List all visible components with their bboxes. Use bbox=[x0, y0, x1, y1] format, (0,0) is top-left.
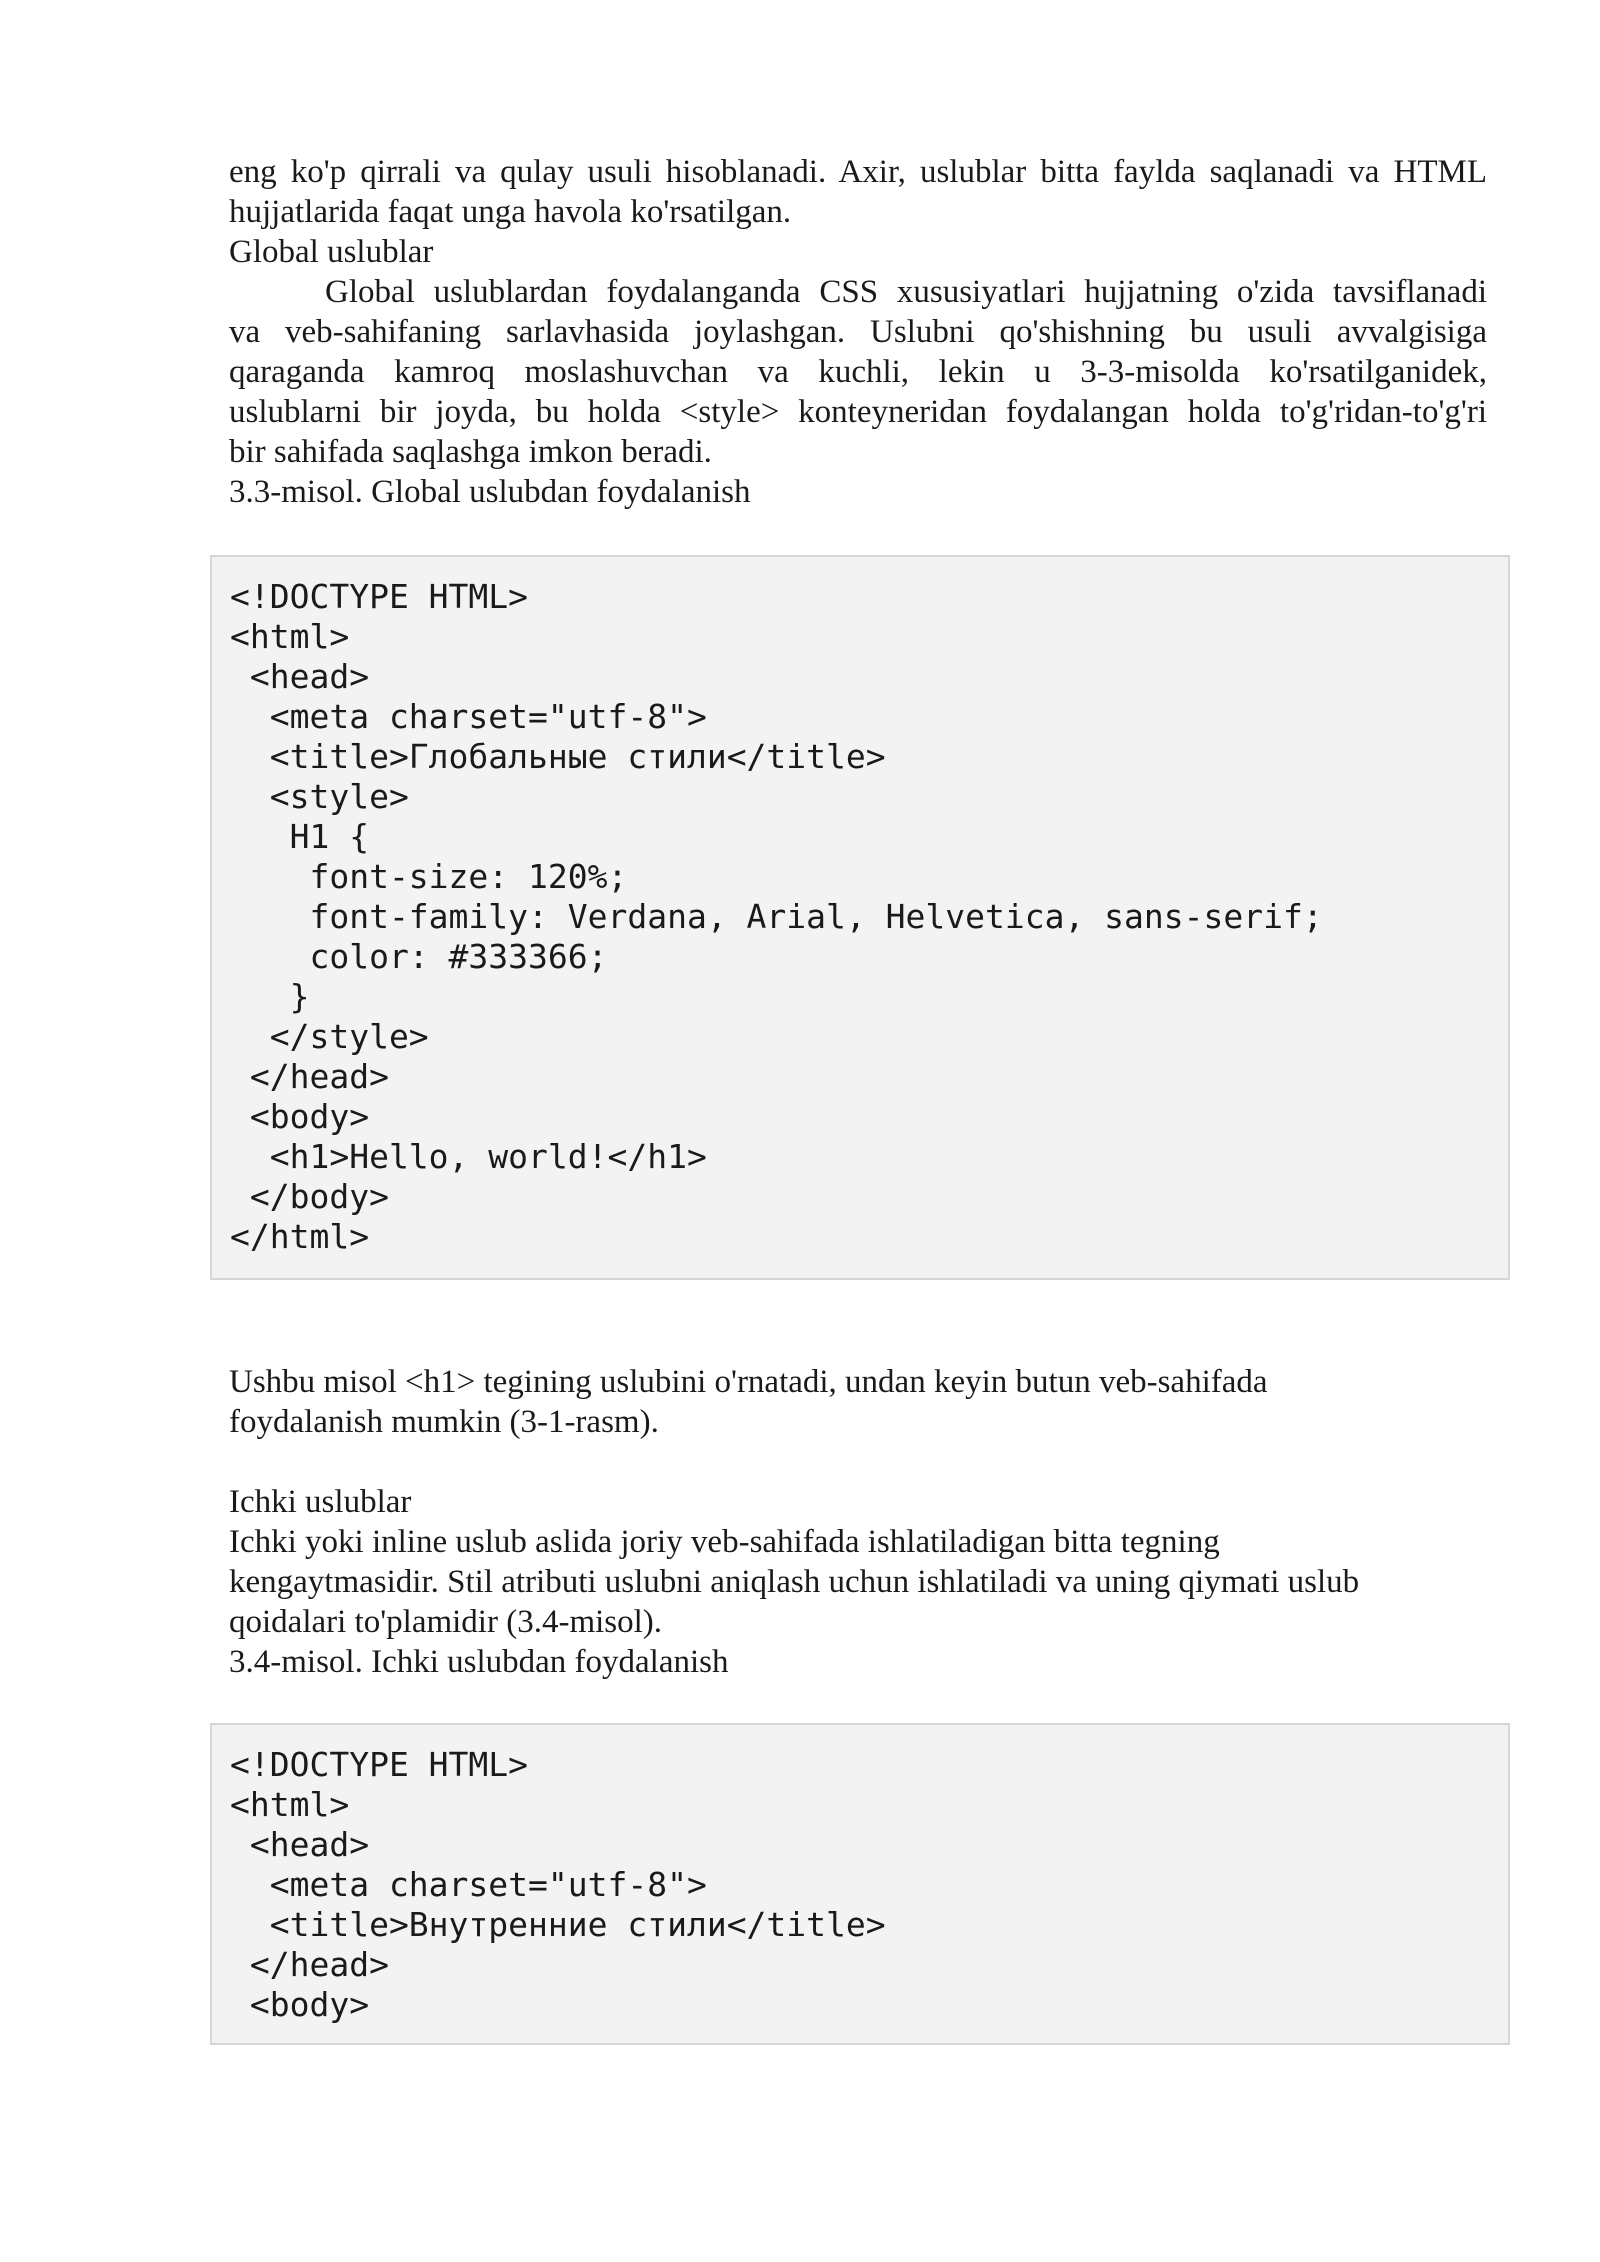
code-line: H1 { bbox=[230, 817, 370, 856]
code-line: </head> bbox=[230, 1057, 389, 1096]
code-line: </html> bbox=[230, 1217, 370, 1256]
code-line: <head> bbox=[230, 657, 370, 696]
paragraph-line: uslublarni bir joyda, bu holda <style> konteyneridan foydalangan holda to'g'ridan-to'g'ri bbox=[229, 394, 1487, 430]
paragraph-line: foydalanish mumkin (3-1-rasm). bbox=[229, 1404, 659, 1440]
code-line: <!DOCTYPE HTML> bbox=[230, 1745, 529, 1784]
paragraph-line: Global uslublardan foydalanganda CSS xususiyatlari hujjatning o'zida tavsiflanadi bbox=[325, 274, 1487, 310]
paragraph-line: qaraganda kamroq moslashuvchan va kuchli, lekin u 3-3-misolda ko'rsatilganidek, bbox=[229, 354, 1487, 390]
code-line: <h1>Hello, world!</h1> bbox=[230, 1137, 707, 1176]
example-caption-3-4: 3.4-misol. Ichki uslubdan foydalanish bbox=[229, 1644, 729, 1680]
code-line: </head> bbox=[230, 1945, 389, 1984]
section-heading-inline-styles: Ichki uslublar bbox=[229, 1484, 412, 1520]
paragraph-line: bir sahifada saqlashga imkon beradi. bbox=[229, 434, 712, 470]
code-block-example-3-3 bbox=[210, 555, 1510, 1280]
paragraph-line: Ushbu misol <h1> tegining uslubini o'rnatadi, undan keyin butun veb-sahifada bbox=[229, 1364, 1268, 1400]
paragraph-line: qoidalari to'plamidir (3.4-misol). bbox=[229, 1604, 663, 1640]
code-line: font-family: Verdana, Arial, Helvetica, sans-serif; bbox=[230, 897, 1323, 936]
code-line: <body> bbox=[230, 1985, 370, 2024]
code-line: </body> bbox=[230, 1177, 389, 1216]
paragraph-line: va veb-sahifaning sarlavhasida joylashgan. Uslubni qo'shishning bu usuli avvalgisiga bbox=[229, 314, 1487, 350]
code-line: <!DOCTYPE HTML> bbox=[230, 577, 529, 616]
code-line: <html> bbox=[230, 1785, 350, 1824]
paragraph-line: Ichki yoki inline uslub aslida joriy veb-sahifada ishlatiladigan bitta tegning bbox=[229, 1524, 1220, 1560]
code-line: <title>Внутренние стили</title> bbox=[230, 1905, 886, 1944]
code-line: color: #333366; bbox=[230, 937, 608, 976]
code-line: <body> bbox=[230, 1097, 370, 1136]
code-line: font-size: 120%; bbox=[230, 857, 628, 896]
code-line: <meta charset="utf-8"> bbox=[230, 1865, 707, 1904]
code-line: <head> bbox=[230, 1825, 370, 1864]
code-line: } bbox=[230, 977, 310, 1016]
section-heading-global-styles: Global uslublar bbox=[229, 234, 434, 270]
code-line: <title>Глобальные стили</title> bbox=[230, 737, 886, 776]
code-line: <html> bbox=[230, 617, 350, 656]
code-line: <style> bbox=[230, 777, 409, 816]
paragraph-line: eng ko'p qirrali va qulay usuli hisoblanadi. Axir, uslublar bitta faylda saqlanadi va HTML bbox=[229, 154, 1487, 190]
code-line: <meta charset="utf-8"> bbox=[230, 697, 707, 736]
paragraph-line: kengaytmasidir. Stil atributi uslubni aniqlash uchun ishlatiladi va uning qiymati uslub bbox=[229, 1564, 1360, 1600]
example-caption-3-3: 3.3-misol. Global uslubdan foydalanish bbox=[229, 474, 751, 510]
code-block-example-3-4 bbox=[210, 1723, 1510, 2045]
code-line: </style> bbox=[230, 1017, 429, 1056]
paragraph-line: hujjatlarida faqat unga havola ko'rsatilgan. bbox=[229, 194, 792, 230]
